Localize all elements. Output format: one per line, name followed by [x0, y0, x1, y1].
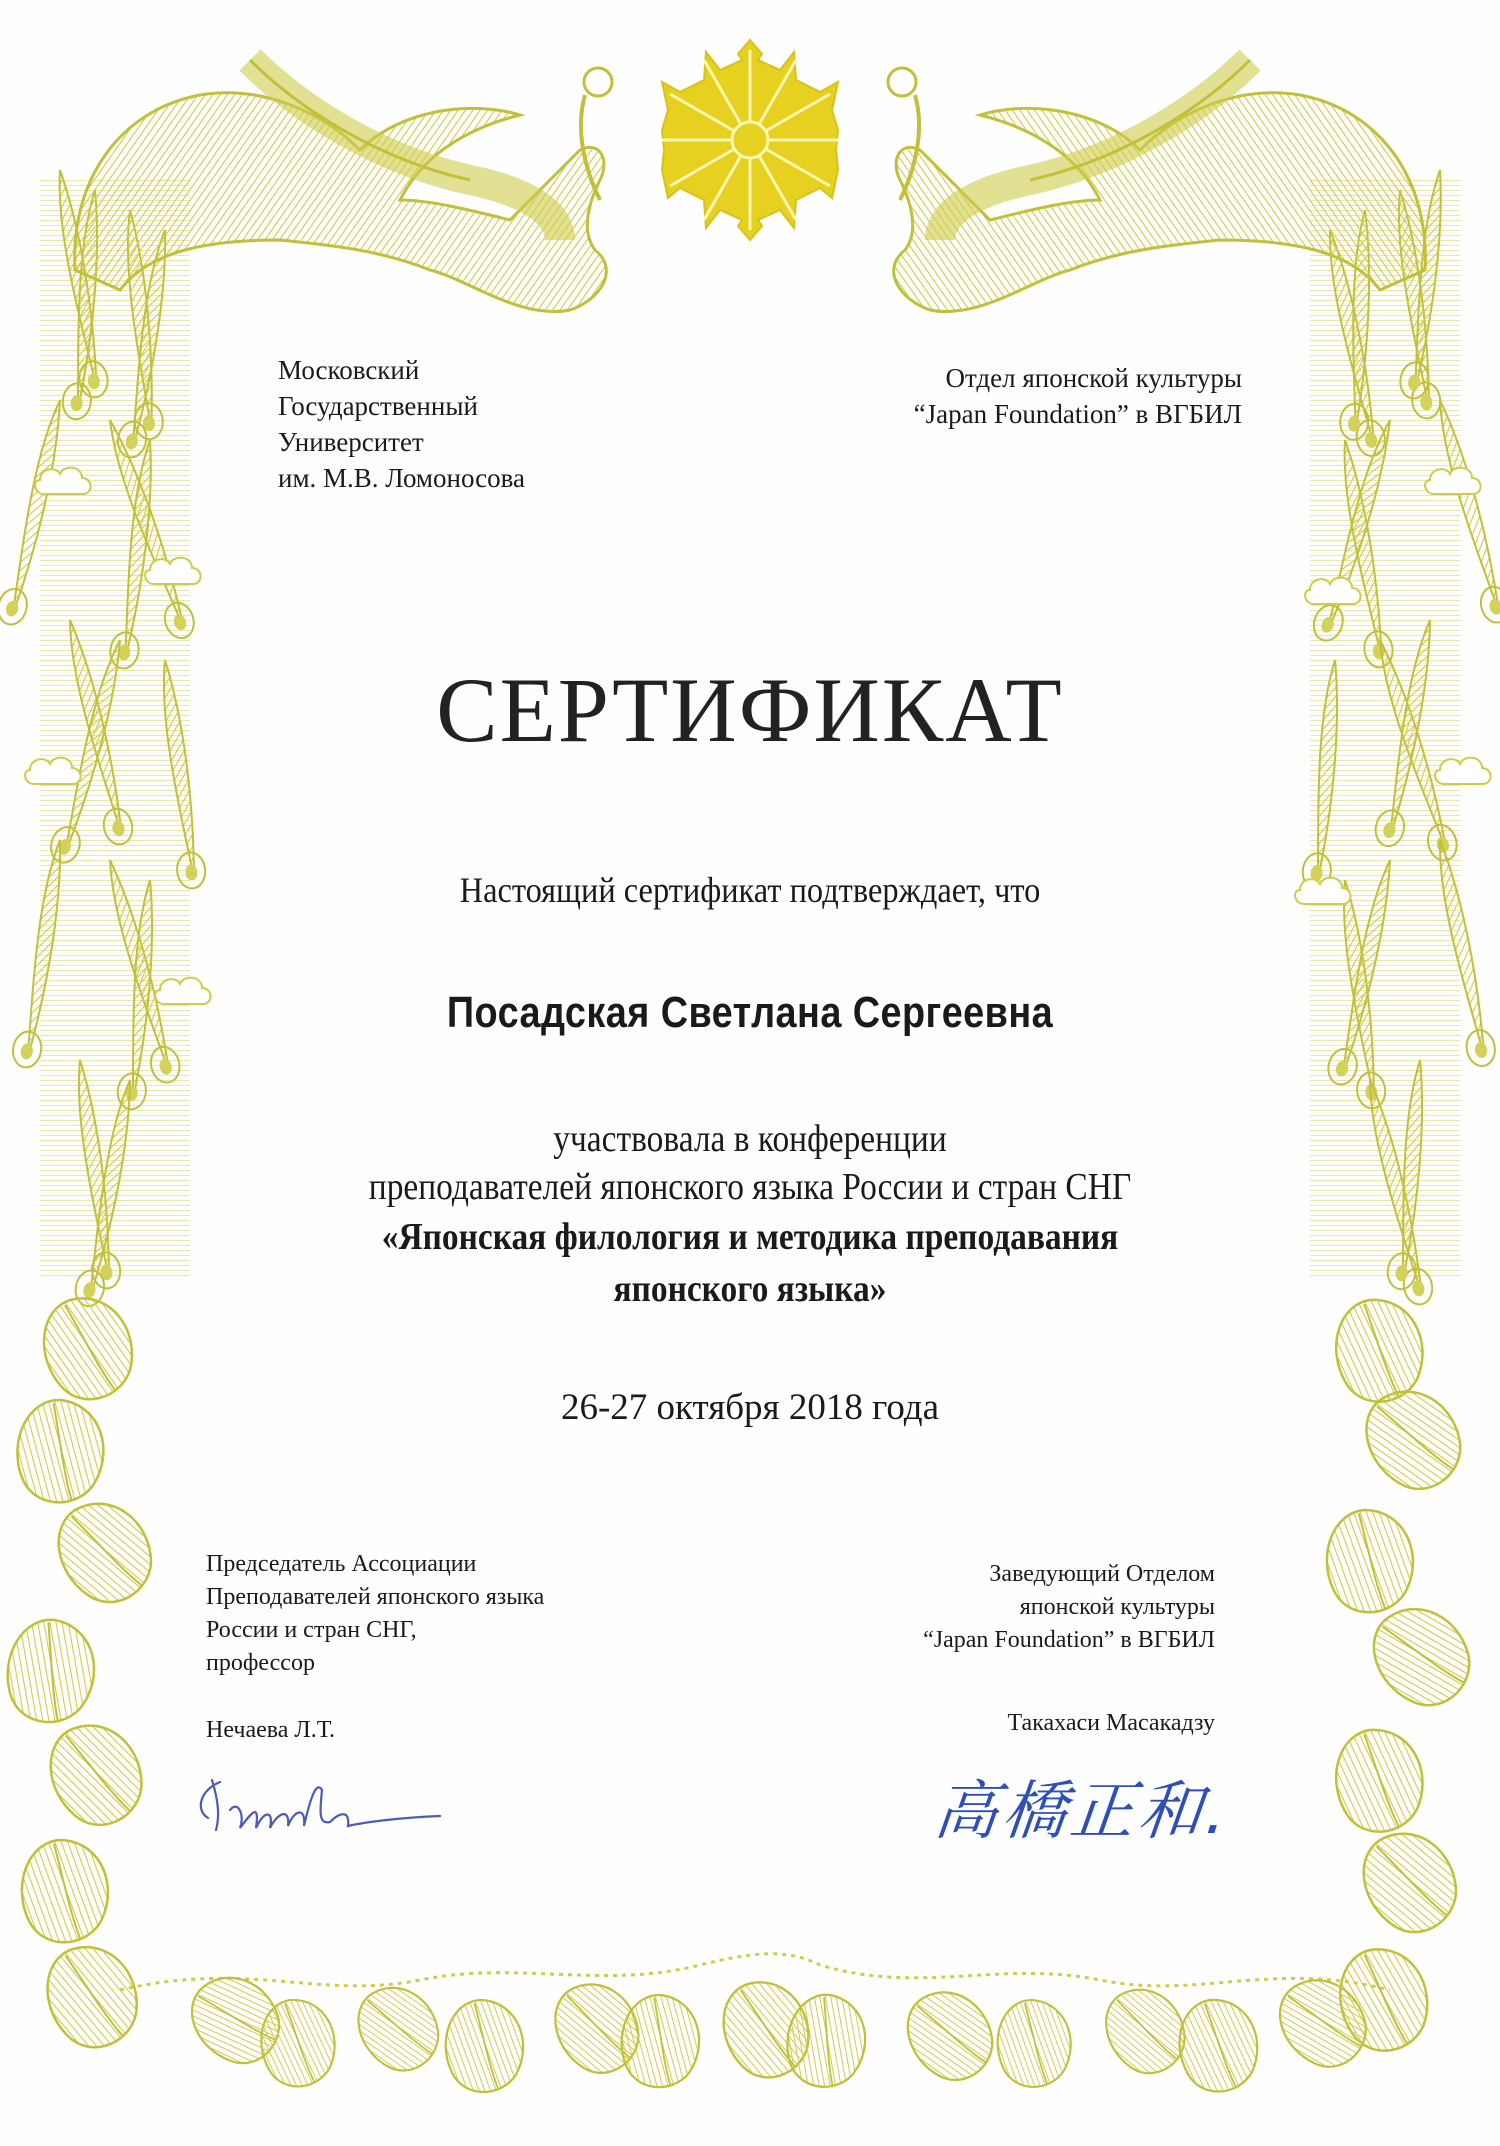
signatory-left-title-line: России и стран СНГ,	[206, 1617, 417, 1643]
sun-emblem-icon	[662, 40, 838, 240]
issuer-left-line: Московский	[278, 355, 420, 385]
issuer-left-line: Университет	[278, 427, 424, 457]
signatory-left-title-line: Председатель Ассоциации	[206, 1551, 477, 1577]
conference-title-line-1: «Японская филология и методика преподавания	[381, 1216, 1119, 1258]
signatory-right-title-line: “Japan Foundation” в ВГБИЛ	[923, 1627, 1215, 1653]
issuer-left-line: Государственный	[278, 391, 478, 421]
issuer-right	[914, 360, 1242, 432]
conference-title-line-2: японского языка»	[613, 1268, 887, 1310]
signature-left	[190, 1770, 470, 1840]
certificate-title: СЕРТИФИКАТ	[436, 659, 1064, 761]
recipient-name: Посадская Светлана Сергеевна	[446, 988, 1054, 1037]
signatory-right	[923, 1558, 1215, 1740]
signatory-left-name: Нечаева Л.Т.	[206, 1717, 335, 1743]
signatory-right-title-line: японской культуры	[1019, 1594, 1215, 1620]
issuer-right-line: Отдел японской культуры	[945, 363, 1242, 393]
bottom-leaf-band	[120, 1954, 1390, 2101]
signature-right	[930, 1760, 1285, 1850]
confirmation-text: Настоящий сертификат подтверждает, что	[459, 870, 1041, 910]
body-line-1: участвовала в конференции	[553, 1118, 947, 1160]
signatory-right-title-line: Заведующий Отделом	[989, 1561, 1215, 1587]
handwritten-signature-icon	[190, 1770, 470, 1840]
kanji-signature: 高橋正和.	[930, 1775, 1235, 1849]
signatory-left-title-line: профессор	[206, 1650, 315, 1676]
signatory-left-title-line: Преподавателей японского языка	[206, 1584, 545, 1610]
issuer-left-line: им. М.В. Ломоносова	[278, 463, 525, 493]
participation-text	[90, 1115, 1410, 1315]
body-line-2: преподавателей японского языка России и стран СНГ	[368, 1166, 1132, 1208]
signatory-left	[206, 1548, 544, 1747]
issuer-left	[278, 352, 525, 496]
signatory-right-name: Такахаси Масакадзу	[1007, 1710, 1215, 1736]
issuer-right-line: “Japan Foundation” в ВГБИЛ	[913, 399, 1242, 429]
event-date: 26-27 октября 2018 года	[560, 1387, 940, 1428]
